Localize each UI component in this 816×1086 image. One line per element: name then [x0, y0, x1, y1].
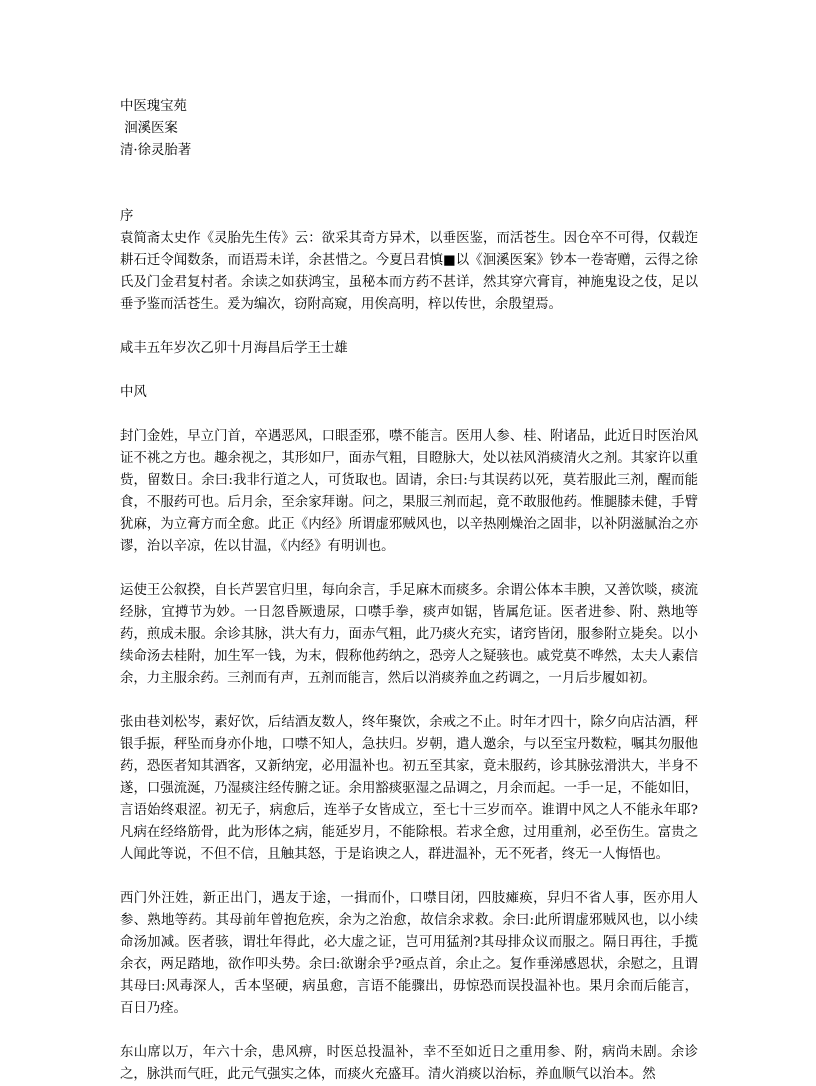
spacer	[120, 162, 698, 206]
case-paragraph-3: 张由巷刘松岑，素好饮，后结酒友数人，终年聚饮，余戒之不止。时年才四十，除夕向店沽酒，秤银手振，秤坠而身亦仆地，口噤不知人，急扶归。岁朝，遣人邀余，与以至宝丹数粒，嘱其勿服他药，恐医者知其酒客，又新纳宠，必用温补也。初五至其家，竟未服药，诊其脉弦滑洪大，半身不遂，口强流涎，乃湿痰注经传腑之证。余用豁痰驱湿之品调之，月余而起。一手一足，不能如旧，言语始终艰涩。初无子，病愈后，连举子女皆成立，至七十三岁而卒。谁谓中风之人不能永年耶?凡病在经络筋骨，此为形体之病，能延岁月，不能除根。若求全愈，过用重剂，必至伤生。富贵之人闻此等说，不但不信，且触其怒，于是谄谀之人，群进温补，无不死者，终无一人悔悟也。	[120, 715, 698, 862]
title-block	[120, 96, 698, 162]
author-line: 清·徐灵胎著	[120, 143, 192, 158]
spacer	[120, 404, 698, 426]
case-paragraph-1: 封门金姓，早立门首，卒遇恶风，口眼歪邪，噤不能言。医用人参、桂、附诸品，此近日时医治风证不祧之方也。趣余视之，其形如尸，面赤气粗，目瞪脉大，处以祛风消痰清火之剂。其家许以重赀，留数日。余曰:我非行道之人，可货取也。固请，余曰:与其误药以死，莫若服此三剂，醒而能食，不服药可也。后月余，至余家拜谢。问之，果服三剂而起，竟不敢服他药。惟腿膝未健，手臂犹麻，为立膏方而全愈。此正《内经》所谓虚邪贼风也，以辛热刚燥治之固非，以补阴滋腻治之亦谬，治以辛凉，佐以甘温，《内经》有明训也。	[120, 429, 698, 554]
spacer	[120, 866, 698, 888]
preface-heading: 序	[120, 209, 134, 224]
preface-text: 袁简斋太史作《灵胎先生传》云：欲采其奇方异术，以垂医鉴，而活苍生。因仓卒不可得，仅载迮耕石迁令闻数条，而语焉未详，余甚惜之。今夏吕君慎■以《洄溪医案》钞本一卷寄赠，云得之徐氏及门金君复村者。余读之如获鸿宝，虽秘本而方药不甚详，然其穿穴膏肓，神施鬼设之伎，足以垂予鉴而活苍生。爰为编次，窃附高窥，用俟高明，梓以传世，余殷望焉。	[120, 231, 698, 312]
preface-section	[120, 206, 698, 360]
document-page	[120, 96, 698, 1086]
preface-signature: 咸丰五年岁次乙卯十月海昌后学王士雄	[120, 341, 348, 356]
case-paragraph-2: 运使王公叙揆，自长芦罢官归里，每向余言，手足麻木而痰多。余谓公体本丰腴，又善饮啖，痰流经脉，宜撙节为妙。一日忽昏厥遗尿，口噤手拳，痰声如锯，皆属危证。医者进参、附、熟地等药，煎成未服。余诊其脉，洪大有力，面赤气粗，此乃痰火充实，诸窍皆闭，服参附立毙矣。以小续命汤去桂附，加生军一钱，为末，假称他药纳之，恐旁人之疑骇也。戚党莫不哗然，太夫人素信余，力主服余药。三剂而有声，五剂而能言，然后以消痰养血之药调之，一月后步履如初。	[120, 583, 698, 686]
spacer	[120, 1020, 698, 1042]
spacer	[120, 360, 698, 382]
section-heading: 中风	[120, 385, 147, 400]
case-paragraph-4: 西门外汪姓，新正出门，遇友于途，一揖而仆，口噤目闭，四肢瘫痪，舁归不省人事，医亦用人参、熟地等药。其母前年曾抱危疾，余为之治愈，故信余求救。余曰:此所谓虚邪贼风也，以小续命汤加减。医者骇，谓壮年得此，必大虚之证，岂可用猛剂?其母排众议而服之。隔日再往，手揽余衣，两足踏地，欲作叩头势。余曰:欲谢余乎?亟点首，余止之。复作垂涕感恩状，余慰之，且谓其母曰:风毒深人，舌本坚硬，病虽愈，言语不能骤出，毋惊恐而误投温补也。果月余而后能言，百日乃痊。	[120, 891, 698, 1016]
case-paragraph-5: 东山席以万，年六十余，患风痹，时医总投温补，幸不至如近日之重用参、附，病尚未剧。余诊之，脉洪而气旺，此元气强实之体，而痰火充盛耳。清火消痰以治标，养血顺气以治本。然	[120, 1045, 698, 1082]
spacer	[120, 558, 698, 580]
series-title: 中医瑰宝苑	[120, 99, 187, 114]
spacer	[120, 316, 698, 338]
book-title: 洄溪医案	[120, 121, 178, 136]
case-section	[120, 382, 698, 1086]
spacer	[120, 690, 698, 712]
